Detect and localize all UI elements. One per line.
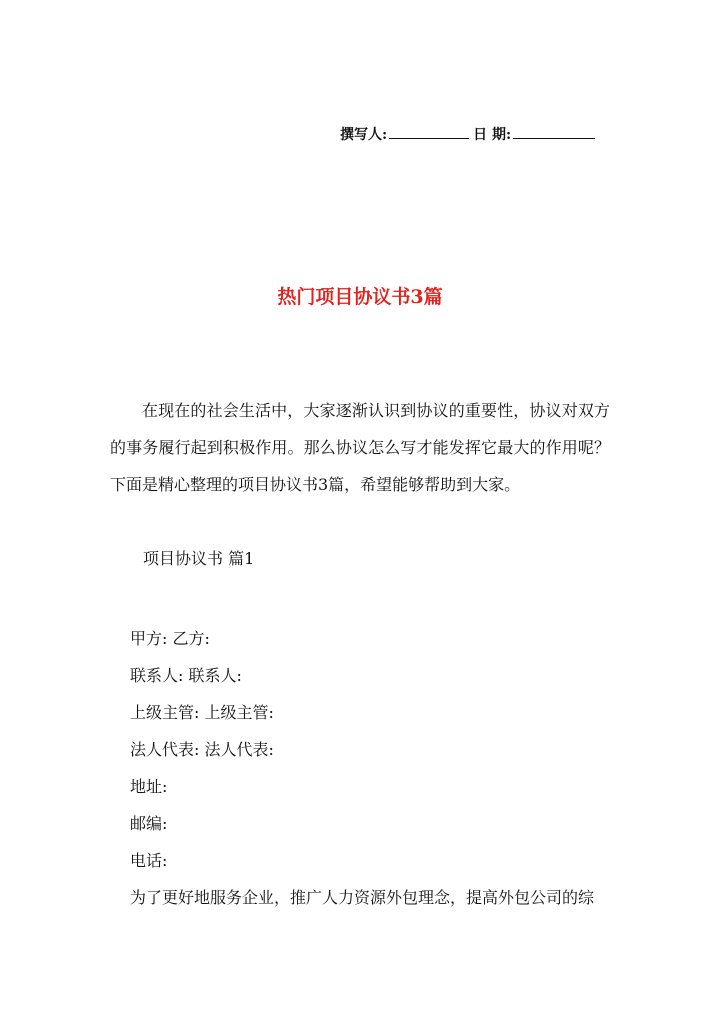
- field-phone: 电话:: [130, 851, 168, 870]
- author-date-line: [340, 124, 597, 144]
- field-legal-rep: 法人代表: 法人代表:: [130, 740, 274, 759]
- author-label: 撰写人:: [340, 127, 388, 143]
- closing-paragraph: 为了更好地服务企业，推广人力资源外包理念，提高外包公司的综: [130, 888, 595, 907]
- contract-fields: [130, 620, 274, 879]
- document-title: 热门项目协议书3篇: [277, 286, 443, 308]
- author-blank: [389, 124, 469, 139]
- intro-paragraph: 在现在的社会生活中，大家逐渐认识到协议的重要性，协议对双方的事务履行起到积极作用。那么协议怎么写才能发挥它最大的作用呢？下面是精心整理的项目协议书3篇，希望能够帮助到大家。: [110, 401, 610, 494]
- date-label: 日 期:: [473, 127, 512, 143]
- date-blank: [513, 124, 595, 139]
- field-supervisor: 上级主管: 上级主管:: [130, 703, 274, 722]
- field-address: 地址:: [130, 777, 168, 796]
- field-contact: 联系人: 联系人:: [130, 666, 242, 685]
- field-postcode: 邮编:: [130, 814, 168, 833]
- section-heading: 项目协议书 篇1: [143, 549, 255, 568]
- field-parties: 甲方: 乙方:: [130, 629, 210, 648]
